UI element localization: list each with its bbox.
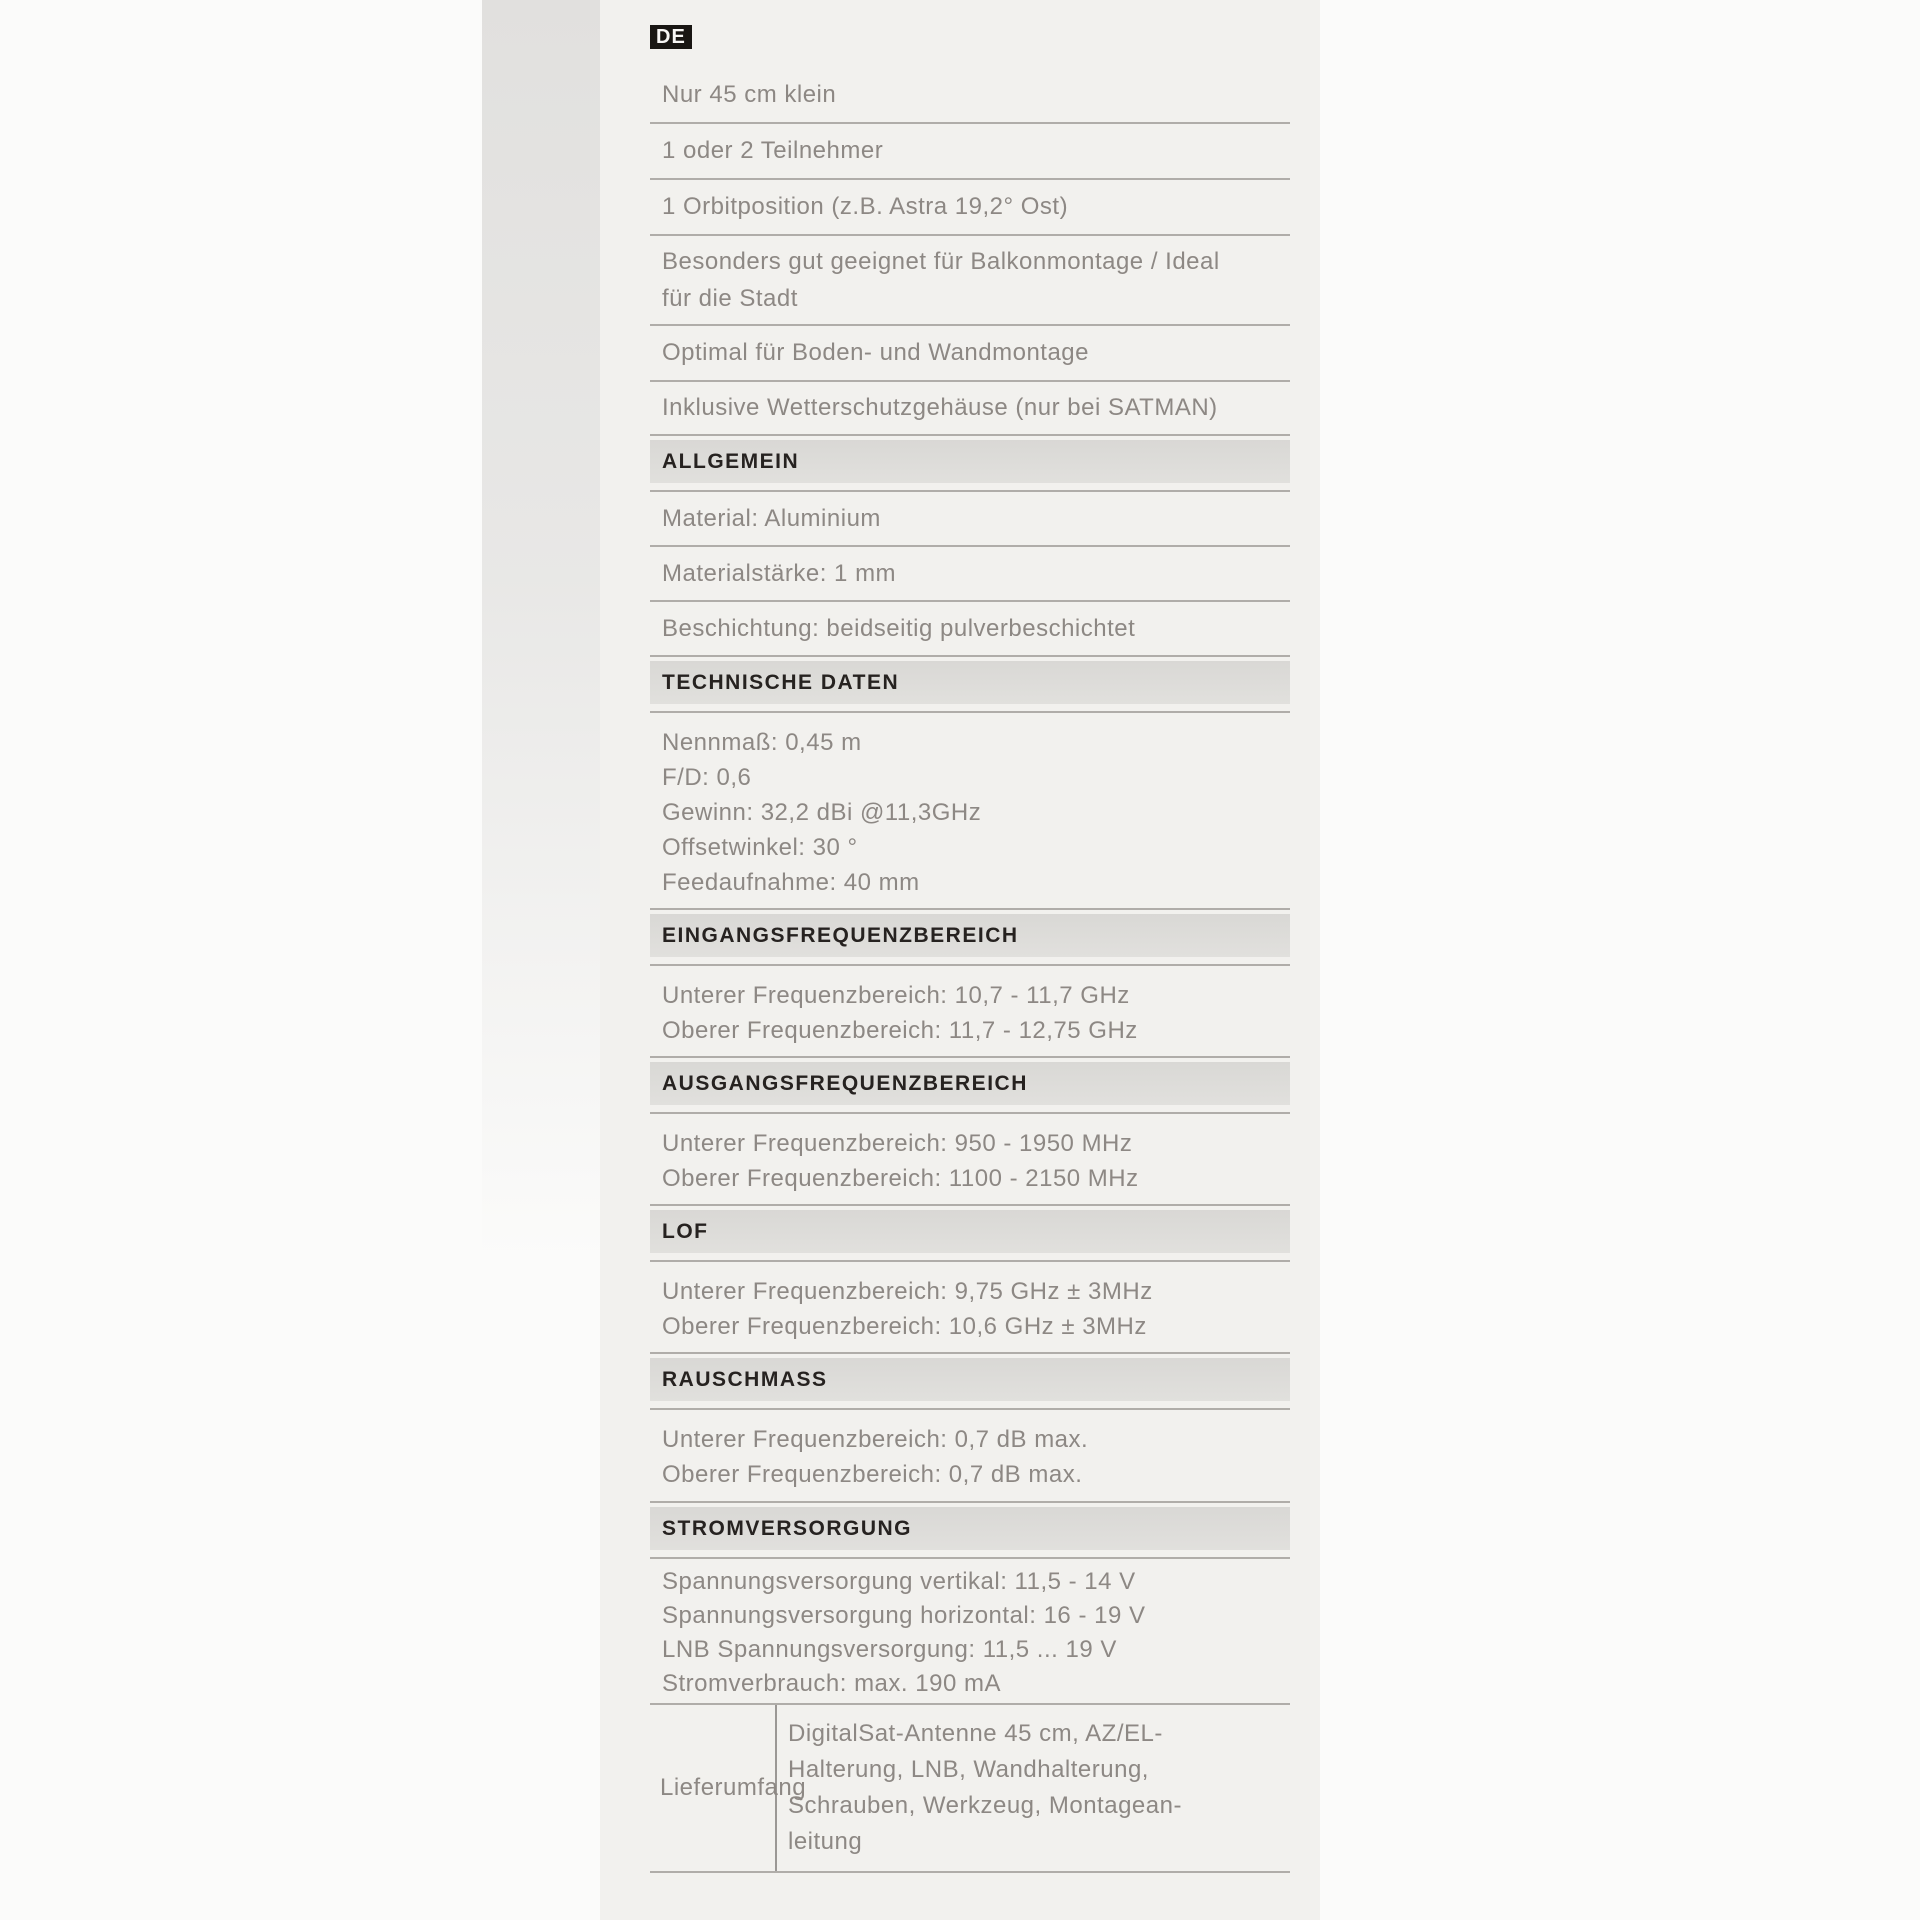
section-title: EINGANGSFREQUENZBEREICH	[662, 923, 1019, 947]
delivery-label: Lieferumfang	[660, 1774, 807, 1801]
section-header-technische-daten	[650, 655, 1290, 713]
feature-item	[650, 68, 1290, 124]
spec-line: Oberer Frequenzbereich: 1100 - 2150 MHz	[662, 1165, 1139, 1192]
spec-text: Beschichtung: beidseitig pulverbeschichtet	[662, 614, 1136, 642]
spec-line: Spannungsversorgung horizontal: 16 - 19 V	[662, 1602, 1146, 1629]
delivery-table	[650, 1703, 1290, 1873]
feature-list	[650, 68, 1290, 434]
feature-text: 1 oder 2 Teilnehmer	[662, 137, 884, 164]
section-title-bar	[650, 1507, 1290, 1550]
spec-row	[650, 602, 1290, 655]
spec-row	[650, 492, 1290, 547]
section-title-bar	[650, 1358, 1290, 1401]
delivery-line: leitung	[788, 1828, 863, 1855]
section-rows-ausgangsfrequenzbereich	[650, 1114, 1290, 1204]
feature-text: Besonders gut geeignet für Balkonmontage / Ideal	[662, 248, 1220, 275]
spec-line: LNB Spannungsversorgung: 11,5 ... 19 V	[662, 1636, 1117, 1663]
feature-item	[650, 326, 1290, 382]
language-badge: DE	[650, 25, 692, 49]
section-title-bar	[650, 440, 1290, 483]
feature-item	[650, 236, 1290, 326]
section-header-ausgangsfrequenzbereich	[650, 1056, 1290, 1114]
spec-line: Oberer Frequenzbereich: 10,6 GHz ± 3MHz	[662, 1313, 1147, 1340]
feature-text: für die Stadt	[662, 285, 798, 312]
feature-text: Nur 45 cm klein	[662, 81, 837, 108]
section-title: AUSGANGSFREQUENZBEREICH	[662, 1071, 1028, 1095]
feature-text: Optimal für Boden- und Wandmontage	[662, 339, 1090, 366]
section-title: STROMVERSORGUNG	[662, 1516, 913, 1540]
section-title: ALLGEMEIN	[662, 449, 800, 473]
spec-line: Unterer Frequenzbereich: 9,75 GHz ± 3MHz	[662, 1278, 1153, 1305]
delivery-value-cell	[777, 1705, 1290, 1871]
spec-line: Stromverbrauch: max. 190 mA	[662, 1670, 1001, 1697]
section-title: RAUSCHMASS	[662, 1367, 828, 1391]
section-title-bar	[650, 1062, 1290, 1105]
spec-text: Materialstärke: 1 mm	[662, 559, 897, 587]
spec-line: Oberer Frequenzbereich: 11,7 - 12,75 GHz	[662, 1017, 1138, 1044]
spec-sheet	[600, 0, 1320, 1920]
section-rows-rauschmass	[650, 1410, 1290, 1501]
paper-edge-shadow	[482, 0, 600, 1260]
section-header-rauschmass	[650, 1352, 1290, 1410]
section-header-allgemein	[650, 434, 1290, 492]
section-title-bar	[650, 661, 1290, 704]
section-rows-stromversorgung	[650, 1559, 1290, 1703]
delivery-label-cell	[650, 1705, 807, 1871]
section-rows-technische-daten	[650, 713, 1290, 908]
section-title: TECHNISCHE DATEN	[662, 670, 900, 694]
spec-line: F/D: 0,6	[662, 764, 752, 791]
feature-text: Inklusive Wetterschutzgehäuse (nur bei SATMAN)	[662, 394, 1218, 421]
spec-line: Oberer Frequenzbereich: 0,7 dB max.	[662, 1461, 1083, 1488]
spec-line: Unterer Frequenzbereich: 10,7 - 11,7 GHz	[662, 982, 1130, 1009]
delivery-line: Halterung, LNB, Wandhalterung,	[788, 1756, 1149, 1783]
feature-item	[650, 124, 1290, 180]
section-title-bar	[650, 1210, 1290, 1253]
section-header-stromversorgung	[650, 1501, 1290, 1559]
section-header-eingangsfrequenzbereich	[650, 908, 1290, 966]
spec-line: Gewinn: 32,2 dBi @11,3GHz	[662, 799, 982, 826]
delivery-line: Schrauben, Werkzeug, Montagean-	[788, 1792, 1182, 1819]
section-title-bar	[650, 914, 1290, 957]
spec-line: Offsetwinkel: 30 °	[662, 834, 858, 861]
spec-line: Nennmaß: 0,45 m	[662, 729, 862, 756]
spec-line: Unterer Frequenzbereich: 950 - 1950 MHz	[662, 1130, 1133, 1157]
section-rows-allgemein	[650, 492, 1290, 655]
spec-line: Feedaufnahme: 40 mm	[662, 869, 920, 896]
feature-item	[650, 180, 1290, 236]
spec-text: Material: Aluminium	[662, 504, 881, 532]
section-title: LOF	[662, 1219, 709, 1243]
section-rows-eingangsfrequenzbereich	[650, 966, 1290, 1056]
delivery-line: DigitalSat-Antenne 45 cm, AZ/EL-	[788, 1720, 1163, 1747]
section-rows-lof	[650, 1262, 1290, 1352]
spec-line: Spannungsversorgung vertikal: 11,5 - 14 V	[662, 1568, 1136, 1595]
section-header-lof	[650, 1204, 1290, 1262]
feature-text: 1 Orbitposition (z.B. Astra 19,2° Ost)	[662, 193, 1069, 220]
spec-content	[650, 0, 1290, 1873]
feature-item	[650, 382, 1290, 434]
spec-row	[650, 547, 1290, 602]
spec-line: Unterer Frequenzbereich: 0,7 dB max.	[662, 1426, 1089, 1453]
